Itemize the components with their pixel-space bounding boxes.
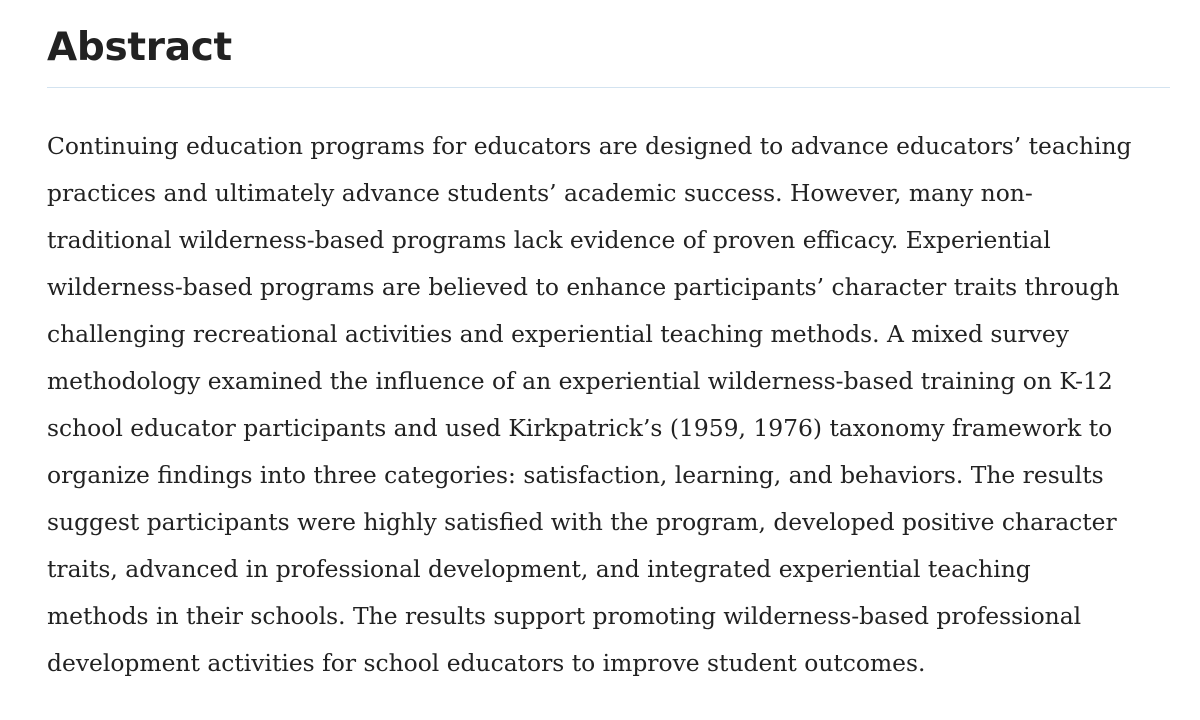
abstract-paragraph (47, 123, 1172, 687)
abstract-line: school educator participants and used Kirkpatrick’s (1959, 1976) taxonomy framework to (47, 414, 1113, 442)
abstract-line: development activities for school educators to improve student outcomes. (47, 649, 926, 677)
abstract-line: wilderness-based programs are believed to enhance participants’ character traits through (47, 273, 1120, 301)
abstract-line: methods in their schools. The results support promoting wilderness-based professional (47, 602, 1082, 630)
abstract-line: Continuing education programs for educators are designed to advance educators’ teaching (47, 132, 1132, 160)
abstract-line: challenging recreational activities and experiential teaching methods. A mixed survey (47, 320, 1069, 348)
abstract-line: methodology examined the influence of an experiential wilderness-based training on K-12 (47, 367, 1113, 395)
abstract-line: suggest participants were highly satisfied with the program, developed positive character (47, 508, 1117, 536)
abstract-line: practices and ultimately advance students’ academic success. However, many non- (47, 179, 1033, 207)
abstract-line: organize findings into three categories: satisfaction, learning, and behaviors. The results (47, 461, 1104, 489)
abstract-line: traditional wilderness-based programs lack evidence of proven efficacy. Experiential (47, 226, 1051, 254)
heading-divider (47, 87, 1170, 88)
abstract-line: traits, advanced in professional development, and integrated experiential teaching (47, 555, 1031, 583)
section-heading: Abstract (47, 25, 232, 70)
